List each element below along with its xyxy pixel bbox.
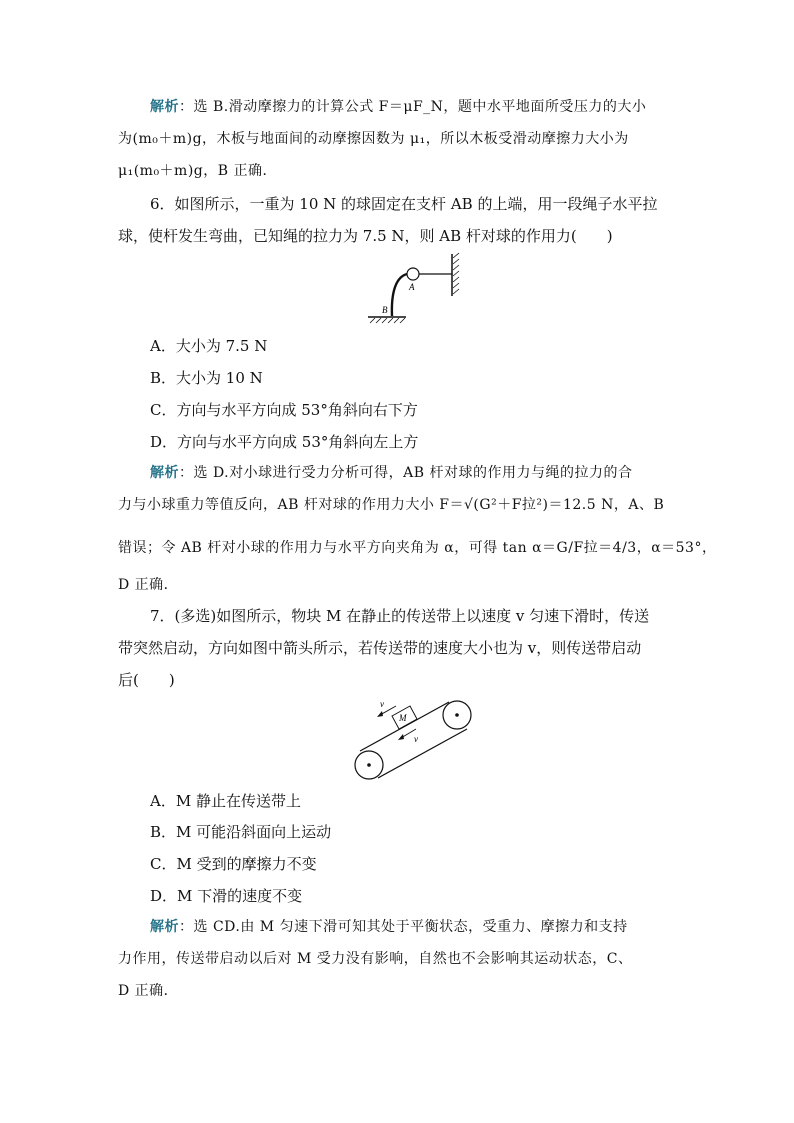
q6-rod-figure xyxy=(360,250,470,326)
q6-option-c: C．方向与水平方向成 53°角斜向右下方 xyxy=(150,401,418,419)
q5-analysis-line-3: μ₁(m₀＋m)g，B 正确． xyxy=(118,163,277,179)
q7-option-a: A．M 静止在传送带上 xyxy=(150,792,301,810)
q7-label-v-block: v xyxy=(380,699,384,709)
q6-option-b: B．大小为 10 N xyxy=(150,369,263,387)
q6-label-b: B xyxy=(382,305,388,315)
q5-analysis-label: 解析 xyxy=(150,99,179,115)
q5-analysis-line-2: 为(m₀＋m)g，木板与地面间的动摩擦因数为 μ₁，所以木板受滑动摩擦力大小为 xyxy=(118,131,629,147)
q7-analysis-line-3: D 正确． xyxy=(118,983,179,999)
q7-label-m: M xyxy=(399,713,407,723)
q6-analysis-line-1: 解析：选 D.对小球进行受力分析可得，AB 杆对球的作用力与绳的拉力的合 xyxy=(150,465,633,481)
q6-analysis-line-4: D 正确． xyxy=(118,577,179,593)
q7-option-b: B．M 可能沿斜面向上运动 xyxy=(150,823,332,841)
q6-analysis-label: 解析 xyxy=(150,465,179,481)
q7-analysis-label: 解析 xyxy=(150,919,179,935)
q7-label-v-belt: v xyxy=(414,734,418,744)
q7-conveyor-figure xyxy=(350,698,474,782)
q7-stem-line-2: 带突然启动，方向如图中箭头所示，若传送带的速度大小也为 v，则传送带启动 xyxy=(118,639,642,657)
q6-analysis-line-2: 力与小球重力等值反向，AB 杆对球的作用力大小 F＝√(G²＋F拉²)＝12.5 N，A、B xyxy=(118,497,665,513)
q6-stem-line-1: 6．如图所示，一重为 10 N 的球固定在支杆 AB 的上端，用一段绳子水平拉 xyxy=(150,195,658,213)
q6-analysis-line-3: 错误；令 AB 杆对小球的作用力与水平方向夹角为 α，可得 tan α＝G/F拉＝4/3，α＝53°， xyxy=(118,540,717,556)
q7-option-d: D．M 下滑的速度不变 xyxy=(150,887,303,905)
q5-analysis-line-1: 解析：选 B.滑动摩擦力的计算公式 F＝μF_N，题中水平地面所受压力的大小 xyxy=(150,99,647,115)
q7-analysis-line-1: 解析：选 CD.由 M 匀速下滑可知其处于平衡状态，受重力、摩擦力和支持 xyxy=(150,919,628,935)
q7-option-c: C．M 受到的摩擦力不变 xyxy=(150,855,317,873)
q6-option-d: D．方向与水平方向成 53°角斜向左上方 xyxy=(150,433,419,451)
q7-stem-line-3: 后( ) xyxy=(118,671,175,689)
q6-label-a: A xyxy=(409,282,415,292)
q6-stem-line-2: 球，使杆发生弯曲，已知绳的拉力为 7.5 N，则 AB 杆对球的作用力( ) xyxy=(118,227,613,245)
q7-analysis-line-2: 力作用，传送带启动以后对 M 受力没有影响，自然也不会影响其运动状态，C、 xyxy=(118,951,633,967)
q6-option-a: A．大小为 7.5 N xyxy=(150,337,268,355)
q7-stem-line-1: 7．(多选)如图所示，物块 M 在静止的传送带上以速度 v 匀速下滑时，传送 xyxy=(150,607,650,625)
